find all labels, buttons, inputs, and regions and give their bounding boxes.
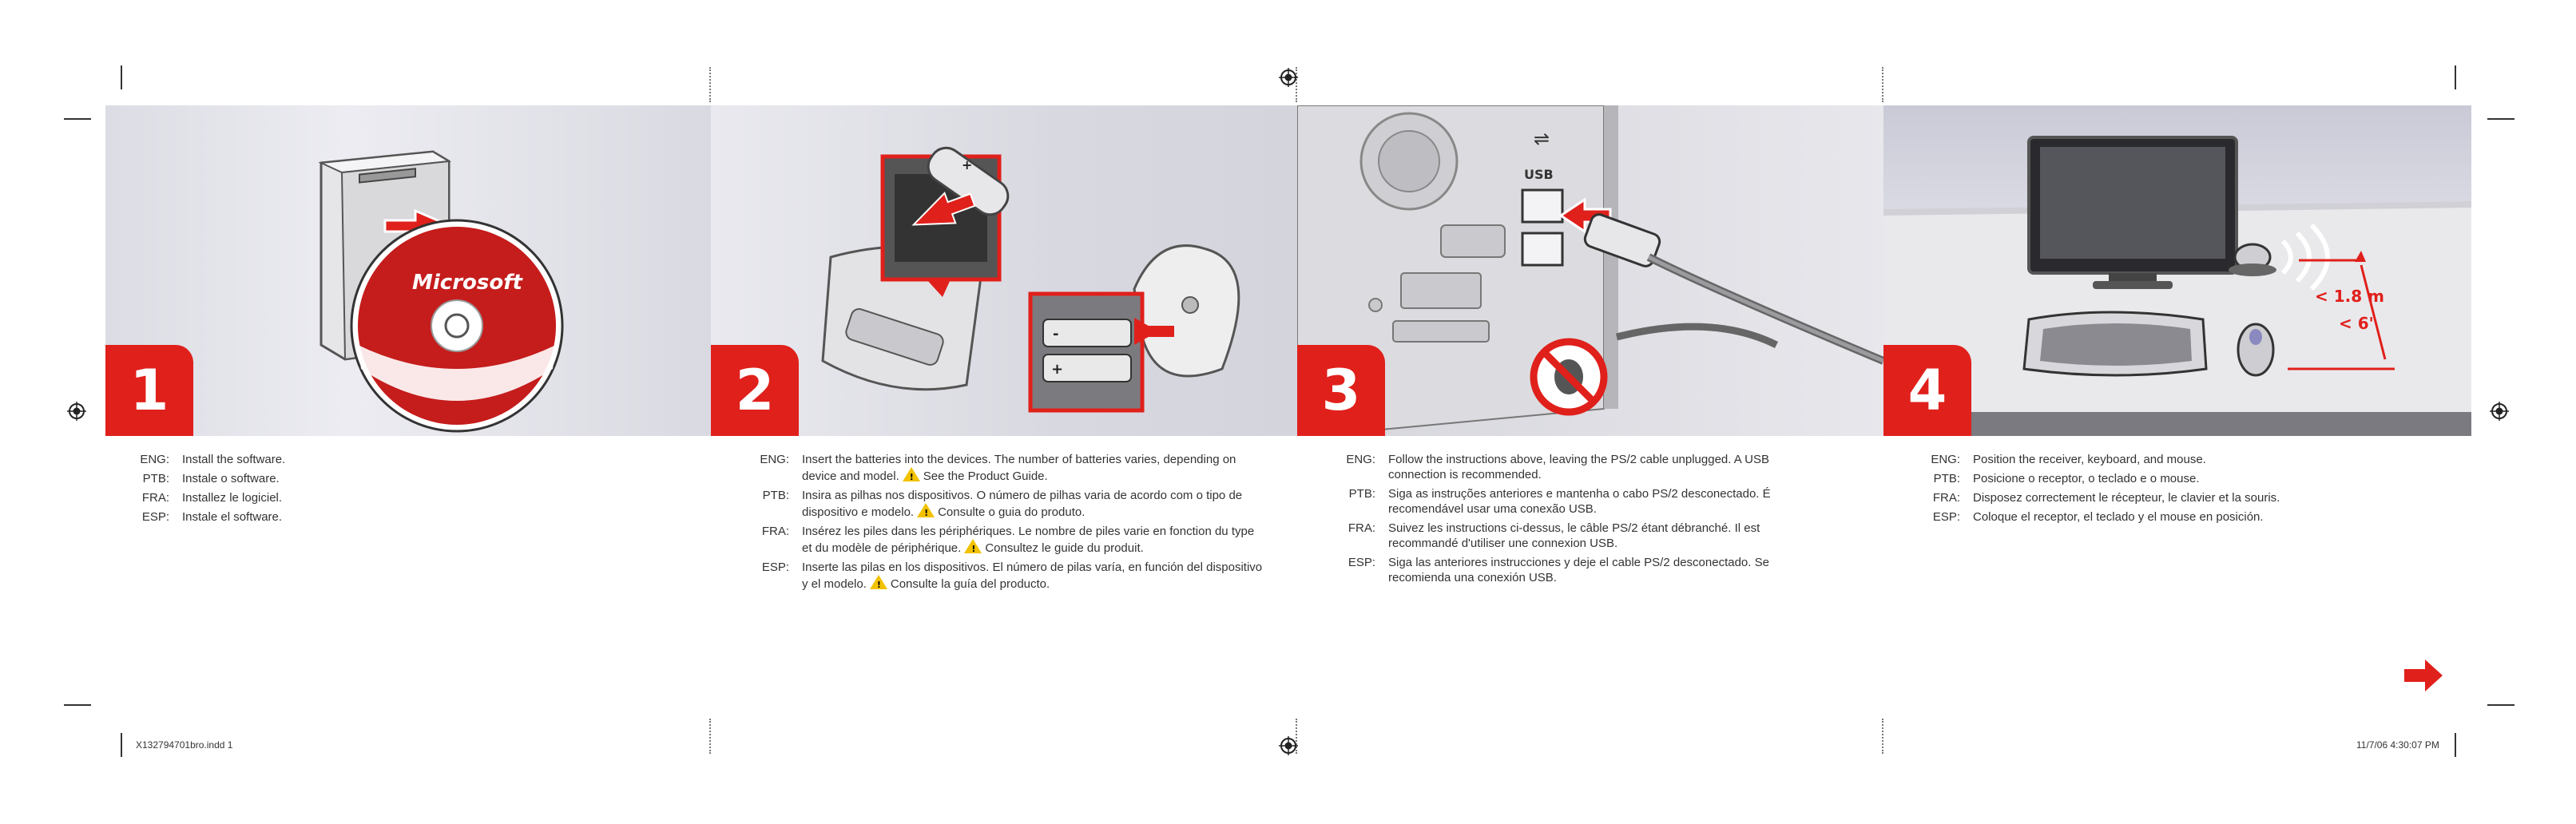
print-timestamp: 11/7/06 4:30:07 PM [2356, 739, 2439, 751]
instruction-text: Disposez correctement le récepteur, le clavier et la souris. [1973, 491, 2280, 505]
instruction-row [136, 509, 679, 525]
language-code: PTB: [1933, 472, 1960, 485]
instruction-text: Suivez les instructions ci-dessus, le câble PS/2 étant débranché. Il est recommandé d'utiliser une connexion USB. [1388, 521, 1760, 550]
usb-port-label: USB [1524, 167, 1554, 182]
instruction-text: Insert the batteries into the devices. The number of batteries varies, depending on device and model. [802, 453, 1236, 483]
instruction-row [136, 452, 679, 467]
step-4-instructions [1927, 452, 2438, 529]
registration-mark-icon [67, 402, 86, 421]
step-number: 1 [105, 345, 193, 436]
language-code: ENG: [1346, 453, 1375, 466]
guide-note: Consulte o guia do produto. [938, 505, 1086, 519]
step-4-illustration [1883, 105, 2471, 436]
crop-mark [2487, 118, 2514, 120]
usb-connection-illustration [1297, 105, 1883, 436]
fold-mark [709, 719, 711, 754]
language-code: FRA: [141, 491, 169, 505]
step-3-illustration [1297, 105, 1883, 436]
step-1-illustration [105, 105, 711, 436]
crop-mark [64, 704, 91, 706]
instruction-row [756, 452, 1267, 484]
crop-mark [2487, 704, 2514, 706]
language-code: ESP: [1348, 556, 1375, 569]
instruction-row [1927, 490, 2438, 505]
language-code: PTB: [762, 489, 789, 502]
crop-mark [2455, 733, 2456, 757]
warning-icon [870, 575, 887, 589]
distance-metric: < 1.8 m [2315, 287, 2384, 306]
guide-note: Consulte la guía del producto. [890, 577, 1050, 591]
position-devices-illustration [1883, 105, 2471, 436]
instruction-row [1342, 555, 1805, 585]
step-2-instructions [756, 452, 1267, 596]
fold-mark [1882, 67, 1883, 102]
step-number: 3 [1297, 345, 1385, 436]
file-slug: X132794701bro.indd 1 [136, 739, 233, 751]
instruction-row [1927, 509, 2438, 525]
step-number: 4 [1883, 345, 1971, 436]
registration-mark-icon [1279, 736, 1298, 755]
instruction-text: Siga las anteriores instrucciones y deje el cable PS/2 desconectado. Se recomienda una conexión USB. [1388, 556, 1769, 584]
registration-mark-icon [1279, 68, 1298, 87]
step-3-instructions [1342, 452, 1805, 589]
instruction-text: Posicione o receptor, o teclado e o mouse. [1973, 472, 2200, 485]
warning-icon [917, 503, 935, 517]
svg-text:+: + [962, 157, 973, 172]
language-code: FRA: [761, 525, 789, 538]
instruction-text: Insérez les piles dans les périphériques. Le nombre de piles varie en fonction du type et du modèle de périphérique. [802, 525, 1255, 555]
language-code: FRA: [1932, 491, 1960, 505]
language-code: ENG: [760, 453, 789, 466]
instruction-row [1342, 486, 1805, 517]
step-2-illustration [711, 105, 1297, 436]
crop-mark [121, 65, 122, 89]
fold-mark [1882, 719, 1883, 754]
fold-mark [709, 67, 711, 102]
instruction-row [756, 488, 1267, 520]
crop-mark [2455, 65, 2456, 89]
language-code: PTB: [142, 472, 169, 485]
language-code: FRA: [1348, 521, 1375, 535]
instruction-text: Siga as instruções anteriores e mantenha o cabo PS/2 desconectado. É recomendável usar uma conexão USB. [1388, 487, 1771, 516]
instruction-text: Insira as pilhas nos dispositivos. O número de pilhas varia de acordo com o tipo de dispositivo e modelo. [802, 489, 1243, 519]
usb-icon: ⇌ [1534, 128, 1550, 150]
insert-batteries-illustration [711, 105, 1297, 436]
language-code: ESP: [141, 510, 169, 524]
language-code: ENG: [1931, 453, 1960, 466]
instruction-text: Coloque el receptor, el teclado y el mouse en posición. [1973, 510, 2264, 524]
instruction-text: Instale el software. [182, 510, 283, 524]
crop-mark [64, 118, 91, 120]
language-code: ESP: [761, 561, 789, 574]
step-number: 2 [711, 345, 799, 436]
next-page-arrow-icon [2404, 660, 2443, 691]
language-code: PTB: [1348, 487, 1375, 501]
instruction-row [136, 490, 679, 505]
language-code: ESP: [1932, 510, 1960, 524]
distance-imperial: < 6' [2339, 314, 2374, 333]
warning-icon [903, 467, 920, 481]
instruction-text: Follow the instructions above, leaving the PS/2 cable unplugged. A USB connection is recommended. [1388, 453, 1769, 481]
install-software-illustration [105, 105, 711, 436]
warning-icon [964, 539, 982, 553]
instruction-text: Installez le logiciel. [182, 491, 283, 505]
instruction-text: Position the receiver, keyboard, and mouse. [1973, 453, 2206, 466]
instruction-row [756, 524, 1267, 556]
instruction-row [1927, 452, 2438, 467]
instruction-text: Install the software. [182, 453, 286, 466]
guide-note: Consultez le guide du produit. [985, 541, 1144, 555]
crop-mark [121, 733, 122, 757]
instruction-row [1342, 452, 1805, 482]
instruction-row [756, 560, 1267, 592]
instruction-text: Instale o software. [182, 472, 280, 485]
language-code: ENG: [140, 453, 169, 466]
instruction-text: Inserte las pilas en los dispositivos. El número de pilas varía, en función del dispositivo y el modelo. [802, 561, 1263, 591]
instruction-row [1927, 471, 2438, 486]
instruction-row [1342, 521, 1805, 551]
svg-text:-: - [1053, 326, 1059, 343]
registration-mark-icon [2490, 402, 2509, 421]
instruction-row [136, 471, 679, 486]
guide-note: See the Product Guide. [923, 469, 1048, 483]
microsoft-logo: Microsoft [412, 271, 522, 295]
step-1-instructions [136, 452, 679, 529]
svg-text:+: + [1051, 361, 1064, 378]
